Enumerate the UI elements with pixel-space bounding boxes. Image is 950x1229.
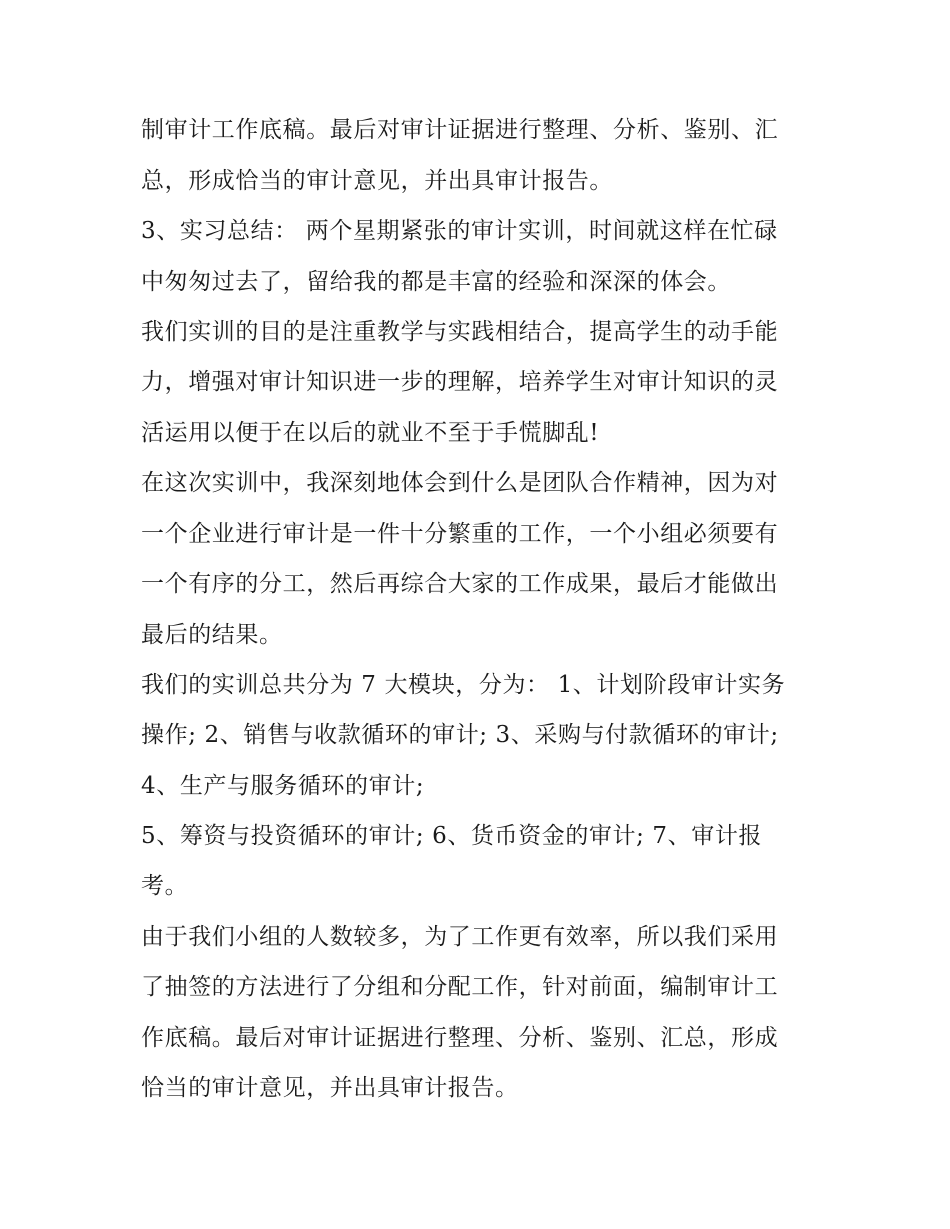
text-line: 最后的结果。 — [141, 622, 283, 648]
text-line: 了抽签的方法进行了分组和分配工作，针对前面，编制审计工 — [141, 974, 779, 1000]
text-line: 考。 — [141, 873, 189, 899]
text-line: 在这次实训中，我深刻地体会到什么是团队合作精神，因为对 — [141, 470, 779, 496]
text-line: 作底稿。最后对审计证据进行整理、分析、鉴别、汇总，形成 — [141, 1025, 779, 1051]
text-line: 我们实训的目的是注重教学与实践相结合，提高学生的动手能 — [141, 319, 779, 345]
text-line: 由于我们小组的人数较多，为了工作更有效率，所以我们采用 — [141, 924, 779, 950]
text-line: 活运用以便于在以后的就业不至于手慌脚乱! — [141, 420, 600, 446]
text-line: 制审计工作底稿。最后对审计证据进行整理、分析、鉴别、汇 — [141, 117, 779, 143]
text-line: 一个有序的分工，然后再综合大家的工作成果，最后才能做出 — [141, 571, 779, 597]
text-line: 中匆匆过去了，留给我的都是丰富的经验和深深的体会。 — [141, 269, 731, 295]
text-line: 4、生产与服务循环的审计; — [141, 773, 425, 799]
text-line: 恰当的审计意见，并出具审计报告。 — [141, 1075, 519, 1101]
text-line: 一个企业进行审计是一件十分繁重的工作，一个小组必须要有 — [141, 521, 779, 547]
text-line: 力，增强对审计知识进一步的理解，培养学生对审计知识的灵 — [141, 369, 779, 395]
text-line: 总，形成恰当的审计意见，并出具审计报告。 — [141, 168, 613, 194]
text-line: 3、实习总结： 两个星期紧张的审计实训，时间就这样在忙碌 — [141, 218, 778, 244]
text-line: 我们的实训总共分为 7 大模块，分为： 1、计划阶段审计实务 — [141, 672, 786, 698]
text-line: 操作; 2、销售与收款循环的审计; 3、采购与付款循环的审计; — [141, 722, 779, 748]
text-line: 5、筹资与投资循环的审计; 6、货币资金的审计; 7、审计报 — [141, 823, 763, 849]
